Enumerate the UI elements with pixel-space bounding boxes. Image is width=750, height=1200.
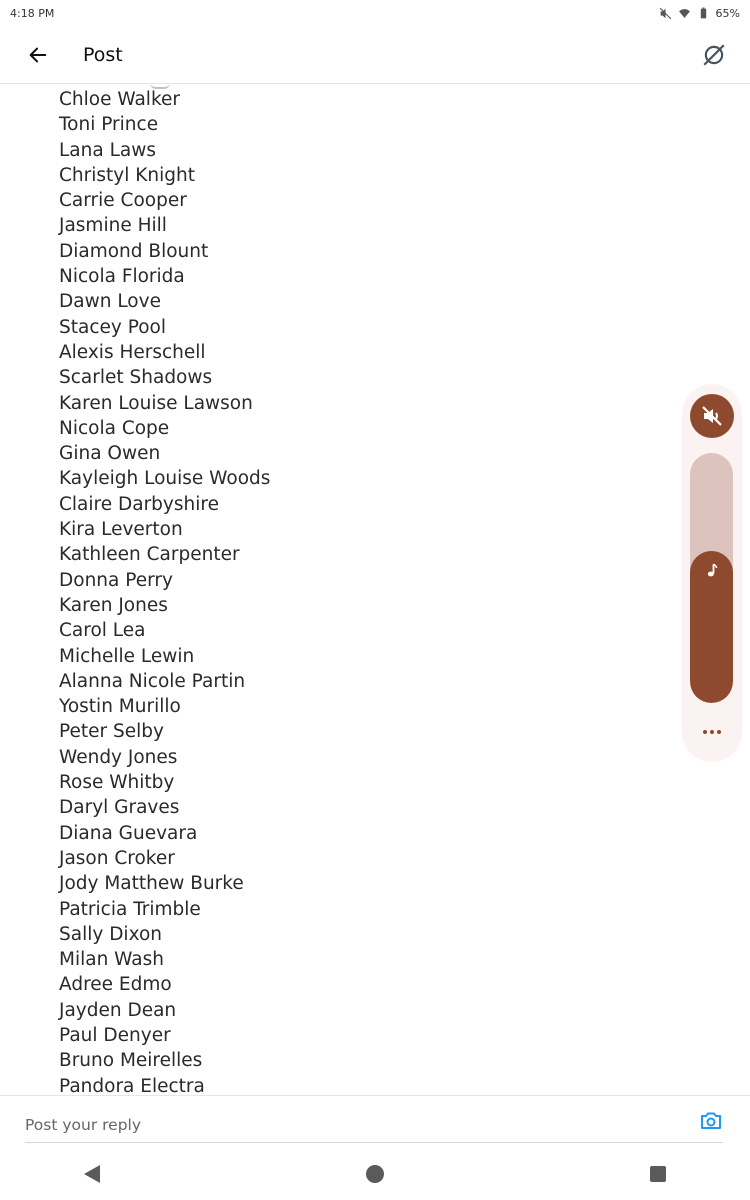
list-item: Nicola Florida [59, 266, 185, 288]
top-app-bar [0, 26, 750, 84]
list-item: Diana Guevara [59, 822, 198, 844]
list-item: Michelle Lewin [59, 645, 195, 667]
sync-off-icon [701, 42, 727, 68]
list-item: Yostin Murillo [59, 696, 181, 718]
circle-home-icon[interactable] [366, 1165, 384, 1183]
more-button[interactable] [697, 720, 727, 744]
status-time: 4:18 PM [10, 6, 55, 20]
list-item: Toni Prince [59, 114, 159, 136]
list-item: Carrie Cooper [59, 190, 187, 212]
list-item: Paul Denyer [59, 1024, 171, 1046]
list-item: Rose Whitby [59, 772, 175, 794]
volume-off-icon [700, 404, 724, 428]
list-item: Dawn Love [59, 291, 161, 313]
list-item: Stacey Pool [59, 316, 166, 338]
list-item: Nicola Cope [59, 417, 170, 439]
list-item: Sally Dixon [59, 923, 162, 945]
battery-icon [697, 7, 710, 20]
list-item: Kayleigh Louise Woods [59, 468, 271, 490]
list-item: Donna Perry [59, 569, 173, 591]
mute-button[interactable] [690, 394, 734, 438]
list-item: Daryl Graves [59, 797, 180, 819]
list-item: Alanna Nicole Partin [59, 670, 246, 692]
music-note-icon [703, 560, 721, 582]
list-item: Patricia Trimble [59, 898, 201, 920]
list-item: Milan Wash [59, 949, 164, 971]
list-item: Pandora Electra [59, 1075, 205, 1095]
reply-underline [25, 1142, 723, 1143]
mute-status-icon [659, 7, 672, 20]
battery-percent: 65% [715, 6, 740, 20]
list-item: Peter Selby [59, 721, 164, 743]
square-recents-icon[interactable] [650, 1166, 666, 1182]
arrow-left-icon [27, 44, 49, 66]
list-item: Jason Croker [59, 847, 175, 869]
back-button[interactable] [18, 35, 58, 75]
name-list [59, 87, 270, 1095]
list-item: Wendy Jones [59, 746, 178, 768]
list-item: Claire Darbyshire [59, 493, 219, 515]
list-item: Jody Matthew Burke [59, 873, 244, 895]
system-nav-bar [0, 1153, 750, 1200]
status-icons [659, 7, 740, 20]
list-item: Alexis Herschell [59, 341, 206, 363]
list-item: Scarlet Shadows [59, 367, 213, 389]
triangle-back-icon[interactable] [82, 1163, 102, 1185]
list-item: Gina Owen [59, 443, 161, 465]
list-item: Bruno Meirelles [59, 1050, 203, 1072]
more-horiz-icon [701, 728, 723, 736]
sync-button[interactable] [698, 39, 730, 71]
list-item: Adree Edmo [59, 974, 172, 996]
list-item: Chloe Walker [59, 89, 180, 110]
list-item: Jasmine Hill [59, 215, 167, 237]
list-item: Kira Leverton [59, 519, 183, 541]
reply-bar [0, 1095, 750, 1153]
list-item: Christyl Knight [59, 164, 195, 186]
list-item: Lana Laws [59, 139, 156, 161]
list-item: Carol Lea [59, 620, 146, 642]
page-title: Post [83, 43, 123, 66]
post-content [0, 85, 750, 1095]
list-item: Karen Jones [59, 594, 168, 616]
list-item: Jayden Dean [59, 999, 177, 1021]
wifi-icon [678, 7, 691, 20]
list-item: Karen Louise Lawson [59, 392, 253, 414]
reply-input[interactable] [25, 1110, 685, 1140]
status-bar [0, 0, 750, 26]
list-item: Kathleen Carpenter [59, 544, 240, 566]
list-item: Diamond Blount [59, 240, 209, 262]
camera-icon[interactable] [699, 1109, 723, 1133]
